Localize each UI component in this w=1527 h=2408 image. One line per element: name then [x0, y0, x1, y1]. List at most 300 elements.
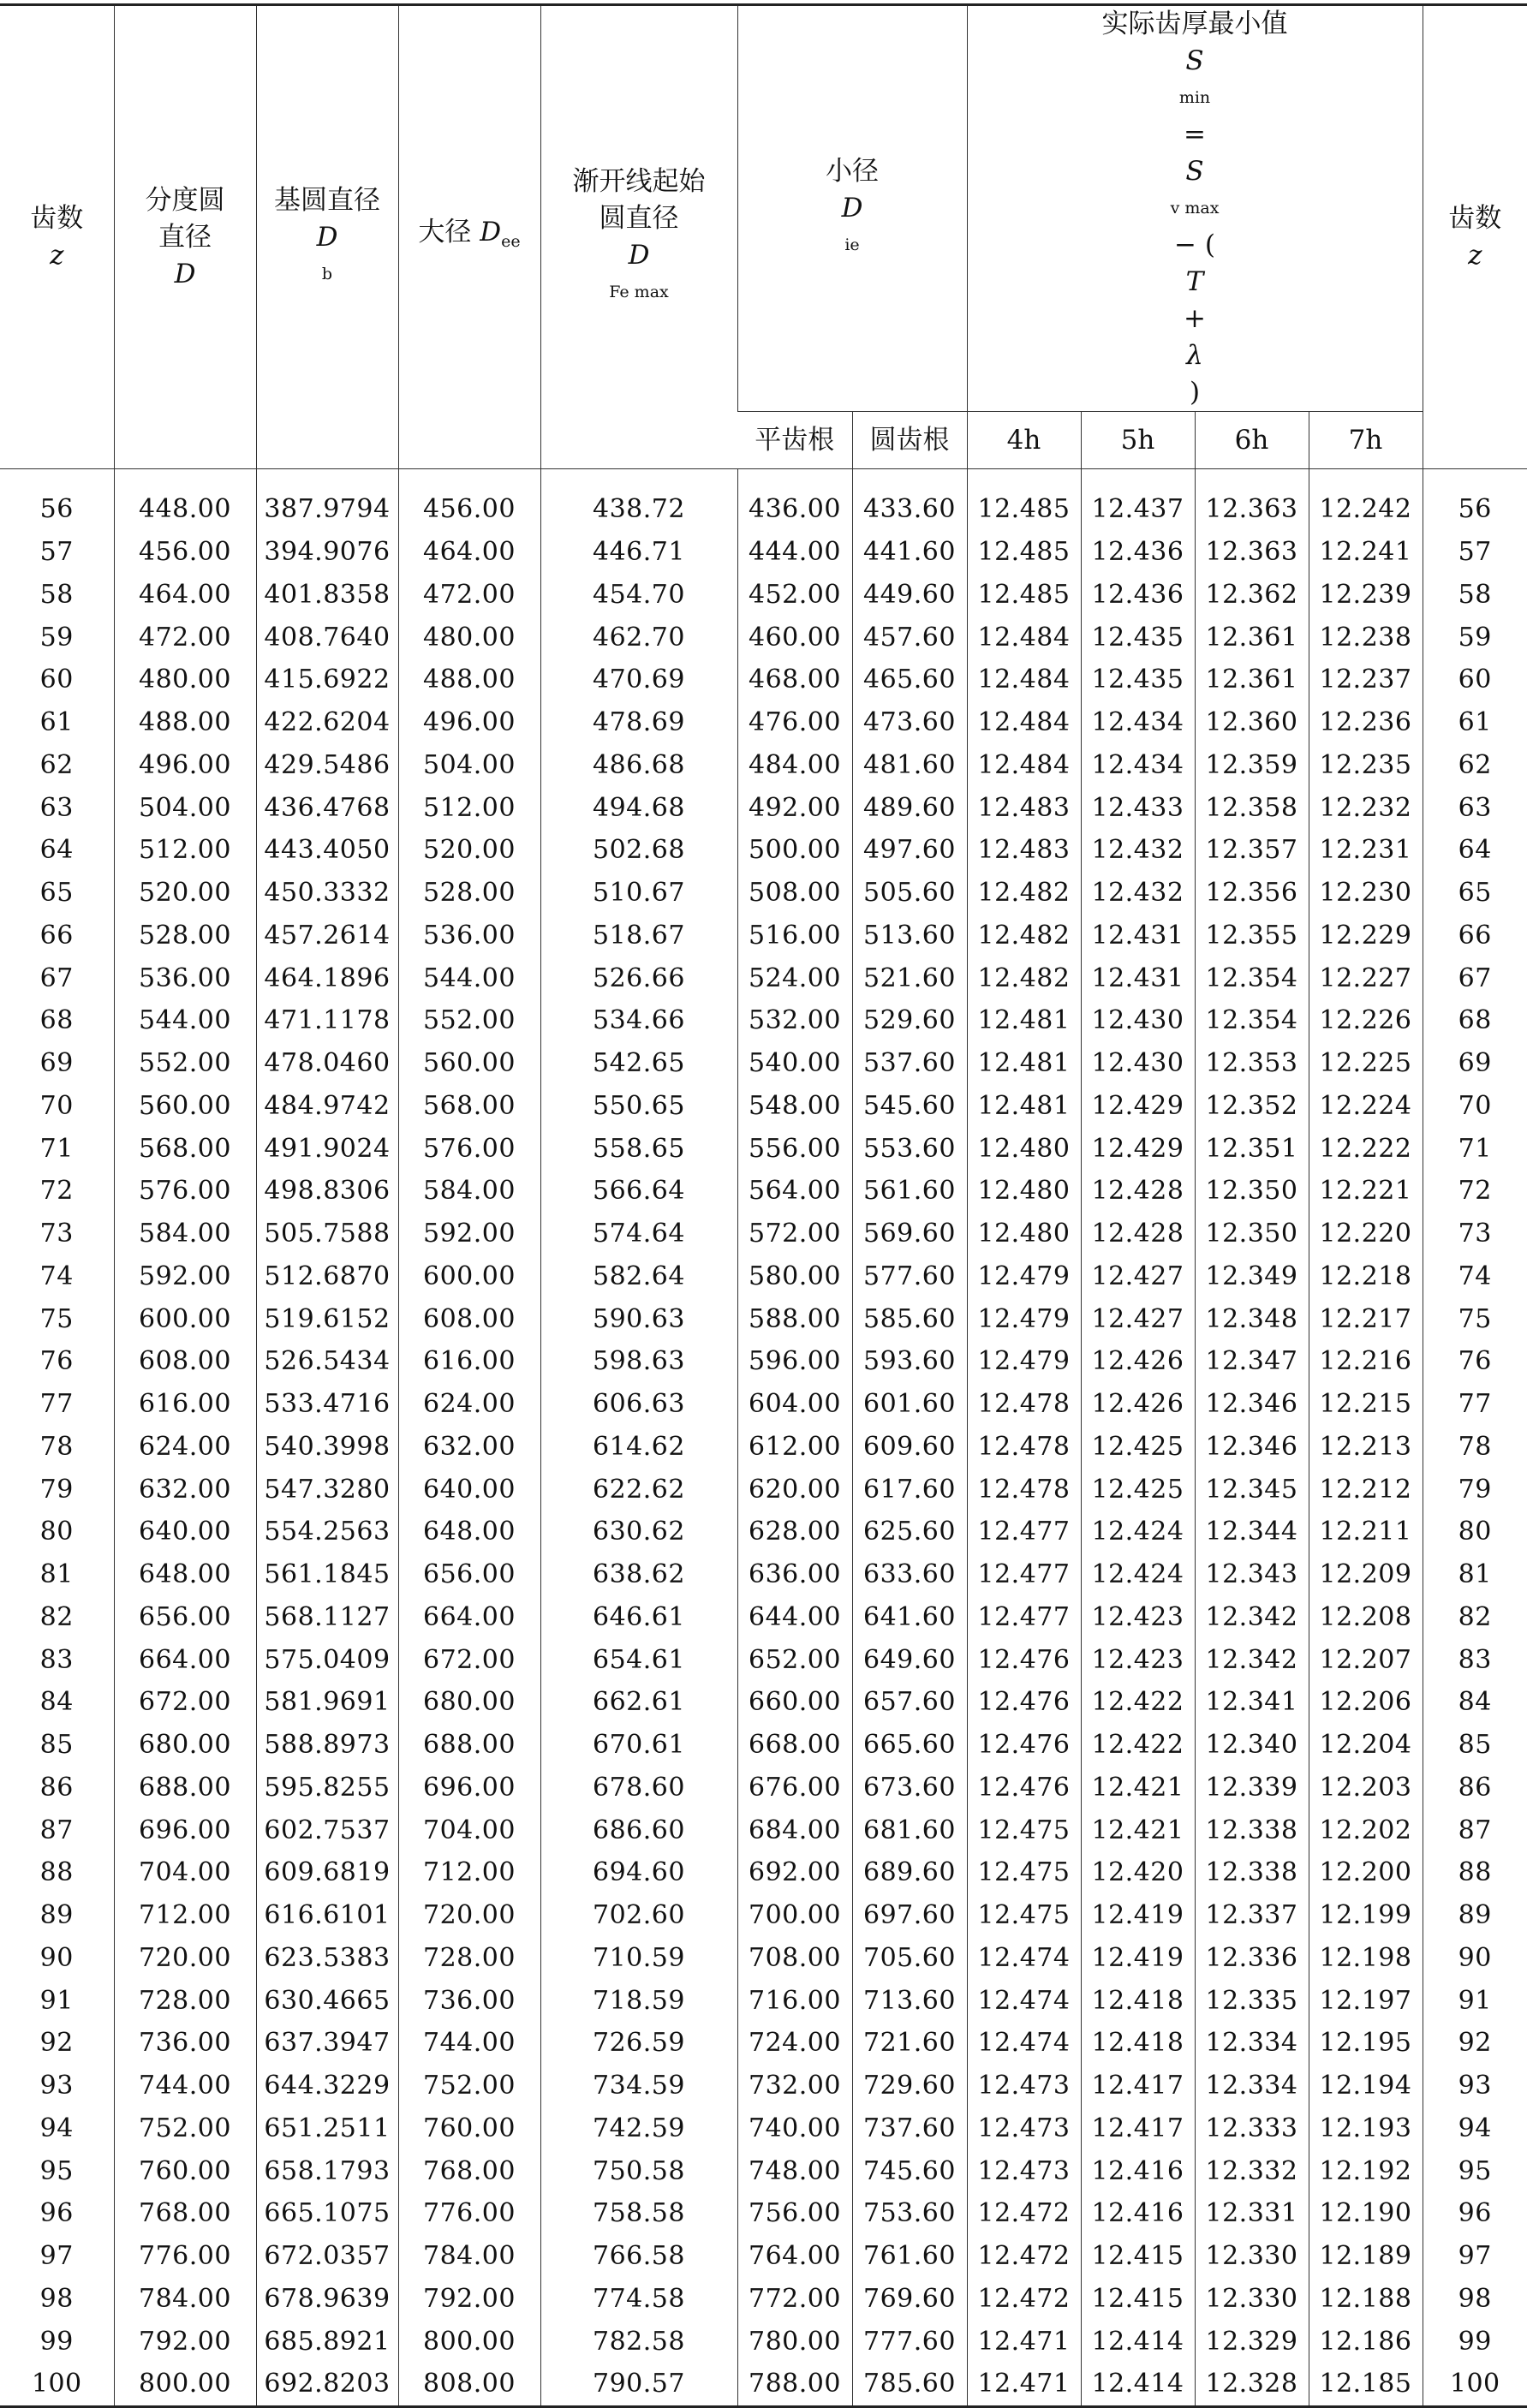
- table-row: [0, 1979, 1527, 2022]
- cell-major-diameter: 560.00: [398, 1042, 540, 1085]
- header-class-7h: 7h: [1309, 412, 1423, 469]
- cell-teeth-right: 68: [1423, 999, 1527, 1042]
- cell-minor-fillet-root: 513.60: [852, 915, 967, 957]
- cell-teeth-right: 71: [1423, 1127, 1527, 1170]
- cell-teeth-right: 58: [1423, 574, 1527, 617]
- cell-minor-flat-root: 588.00: [737, 1297, 852, 1340]
- cell-thickness-6h: 12.330: [1195, 2278, 1309, 2321]
- cell-thickness-4h: 12.472: [967, 2278, 1081, 2321]
- cell-thickness-7h: 12.189: [1309, 2235, 1423, 2278]
- cell-minor-fillet-root: 785.60: [852, 2363, 967, 2406]
- cell-minor-fillet-root: 609.60: [852, 1426, 967, 1469]
- cell-thickness-7h: 12.235: [1309, 744, 1423, 787]
- cell-thickness-7h: 12.239: [1309, 574, 1423, 617]
- cell-teeth-right: 100: [1423, 2363, 1527, 2406]
- cell-teeth-right: 63: [1423, 786, 1527, 829]
- table-row: [0, 2363, 1527, 2406]
- cell-major-diameter: 768.00: [398, 2149, 540, 2192]
- header-min-tooth-thickness-label: 实际齿厚最小值: [968, 6, 1423, 43]
- cell-base-diameter: 394.9076: [256, 531, 398, 574]
- cell-teeth-right: 90: [1423, 1937, 1527, 1980]
- cell-teeth: 90: [0, 1937, 114, 1980]
- formula-s-vmax-sub: v max: [968, 190, 1423, 227]
- header-teeth-symbol: z: [0, 237, 114, 274]
- cell-teeth: 92: [0, 2022, 114, 2065]
- cell-thickness-5h: 12.433: [1081, 786, 1195, 829]
- cell-pitch-diameter: 600.00: [114, 1297, 256, 1340]
- cell-thickness-4h: 12.485: [967, 488, 1081, 531]
- cell-major-diameter: 696.00: [398, 1767, 540, 1809]
- cell-minor-fillet-root: 737.60: [852, 2107, 967, 2150]
- cell-thickness-5h: 12.431: [1081, 957, 1195, 999]
- cell-major-diameter: 472.00: [398, 574, 540, 617]
- cell-teeth: 63: [0, 786, 114, 829]
- header-min-tooth-thickness: [967, 5, 1423, 412]
- table-header: [0, 5, 1527, 469]
- cell-minor-flat-root: 516.00: [737, 915, 852, 957]
- cell-minor-fillet-root: 521.60: [852, 957, 967, 999]
- cell-thickness-4h: 12.480: [967, 1170, 1081, 1213]
- cell-thickness-7h: 12.238: [1309, 616, 1423, 659]
- cell-thickness-4h: 12.480: [967, 1127, 1081, 1170]
- cell-thickness-7h: 12.242: [1309, 488, 1423, 531]
- formula-s-min: S: [968, 43, 1423, 80]
- cell-thickness-4h: 12.480: [967, 1213, 1081, 1255]
- cell-teeth-right: 69: [1423, 1042, 1527, 1085]
- cell-minor-fillet-root: 561.60: [852, 1170, 967, 1213]
- cell-thickness-7h: 12.237: [1309, 659, 1423, 701]
- cell-teeth: 99: [0, 2320, 114, 2363]
- cell-pitch-diameter: 520.00: [114, 872, 256, 915]
- cell-minor-fillet-root: 745.60: [852, 2149, 967, 2192]
- cell-teeth: 97: [0, 2235, 114, 2278]
- cell-thickness-6h: 12.350: [1195, 1213, 1309, 1255]
- cell-form-diameter: 710.59: [540, 1937, 737, 1980]
- cell-minor-flat-root: 444.00: [737, 531, 852, 574]
- table-row: [0, 1553, 1527, 1596]
- cell-base-diameter: 644.3229: [256, 2065, 398, 2107]
- header-form-diameter-line1: 渐开线起始: [541, 164, 737, 200]
- cell-teeth: 66: [0, 915, 114, 957]
- cell-base-diameter: 623.5383: [256, 1937, 398, 1980]
- cell-thickness-5h: 12.429: [1081, 1127, 1195, 1170]
- cell-thickness-4h: 12.471: [967, 2320, 1081, 2363]
- cell-pitch-diameter: 664.00: [114, 1638, 256, 1681]
- cell-thickness-5h: 12.426: [1081, 1383, 1195, 1426]
- cell-thickness-5h: 12.422: [1081, 1724, 1195, 1767]
- cell-pitch-diameter: 672.00: [114, 1681, 256, 1724]
- cell-form-diameter: 502.68: [540, 829, 737, 872]
- cell-thickness-6h: 12.358: [1195, 786, 1309, 829]
- cell-major-diameter: 456.00: [398, 488, 540, 531]
- cell-major-diameter: 736.00: [398, 1979, 540, 2022]
- cell-minor-fillet-root: 753.60: [852, 2192, 967, 2235]
- cell-minor-fillet-root: 641.60: [852, 1596, 967, 1639]
- cell-minor-flat-root: 732.00: [737, 2065, 852, 2107]
- cell-major-diameter: 568.00: [398, 1085, 540, 1128]
- cell-thickness-4h: 12.473: [967, 2107, 1081, 2150]
- cell-form-diameter: 678.60: [540, 1767, 737, 1809]
- cell-teeth-right: 59: [1423, 616, 1527, 659]
- table-row: [0, 1170, 1527, 1213]
- cell-thickness-6h: 12.333: [1195, 2107, 1309, 2150]
- cell-base-diameter: 422.6204: [256, 701, 398, 744]
- cell-thickness-6h: 12.340: [1195, 1724, 1309, 1767]
- header-pitch-diameter-symbol: D: [115, 256, 256, 293]
- cell-thickness-6h: 12.354: [1195, 999, 1309, 1042]
- cell-thickness-7h: 12.200: [1309, 1851, 1423, 1894]
- cell-pitch-diameter: 488.00: [114, 701, 256, 744]
- table-row: [0, 1297, 1527, 1340]
- cell-thickness-6h: 12.332: [1195, 2149, 1309, 2192]
- cell-minor-fillet-root: 537.60: [852, 1042, 967, 1085]
- cell-thickness-7h: 12.222: [1309, 1127, 1423, 1170]
- cell-base-diameter: 678.9639: [256, 2278, 398, 2321]
- table-row: [0, 2192, 1527, 2235]
- cell-minor-flat-root: 620.00: [737, 1468, 852, 1511]
- formula-close: ): [968, 374, 1423, 411]
- cell-major-diameter: 752.00: [398, 2065, 540, 2107]
- cell-teeth-right: 56: [1423, 488, 1527, 531]
- cell-teeth: 65: [0, 872, 114, 915]
- cell-minor-fillet-root: 577.60: [852, 1255, 967, 1298]
- table-row: [0, 701, 1527, 744]
- cell-major-diameter: 656.00: [398, 1553, 540, 1596]
- cell-minor-flat-root: 436.00: [737, 488, 852, 531]
- cell-teeth: 78: [0, 1426, 114, 1469]
- cell-thickness-6h: 12.336: [1195, 1937, 1309, 1980]
- cell-pitch-diameter: 632.00: [114, 1468, 256, 1511]
- cell-thickness-6h: 12.360: [1195, 701, 1309, 744]
- cell-teeth: 81: [0, 1553, 114, 1596]
- cell-major-diameter: 792.00: [398, 2278, 540, 2321]
- header-base-diameter-symbol: D: [257, 219, 398, 256]
- cell-thickness-7h: 12.197: [1309, 1979, 1423, 2022]
- table-row: [0, 1724, 1527, 1767]
- formula-plus: +: [968, 301, 1423, 337]
- cell-thickness-7h: 12.209: [1309, 1553, 1423, 1596]
- cell-thickness-4h: 12.484: [967, 701, 1081, 744]
- spline-dimension-table: [0, 3, 1527, 2408]
- table-row: [0, 1596, 1527, 1639]
- cell-base-diameter: 692.8203: [256, 2363, 398, 2406]
- header-teeth-label: 齿数: [0, 200, 114, 237]
- cell-thickness-6h: 12.352: [1195, 1085, 1309, 1128]
- header-minor-diameter-label: 小径: [738, 153, 967, 190]
- cell-minor-fillet-root: 593.60: [852, 1340, 967, 1383]
- cell-minor-flat-root: 644.00: [737, 1596, 852, 1639]
- formula-T: T: [968, 264, 1423, 301]
- cell-pitch-diameter: 640.00: [114, 1511, 256, 1553]
- cell-teeth: 69: [0, 1042, 114, 1085]
- cell-teeth-right: 74: [1423, 1255, 1527, 1298]
- cell-thickness-5h: 12.429: [1081, 1085, 1195, 1128]
- table-row: [0, 786, 1527, 829]
- cell-thickness-7h: 12.208: [1309, 1596, 1423, 1639]
- cell-minor-flat-root: 740.00: [737, 2107, 852, 2150]
- cell-thickness-7h: 12.192: [1309, 2149, 1423, 2192]
- cell-teeth: 61: [0, 701, 114, 744]
- cell-thickness-5h: 12.432: [1081, 872, 1195, 915]
- table-row: [0, 2320, 1527, 2363]
- cell-pitch-diameter: 680.00: [114, 1724, 256, 1767]
- table-row: [0, 744, 1527, 787]
- cell-thickness-5h: 12.417: [1081, 2107, 1195, 2150]
- cell-form-diameter: 478.69: [540, 701, 737, 744]
- cell-form-diameter: 758.58: [540, 2192, 737, 2235]
- cell-teeth: 58: [0, 574, 114, 617]
- cell-thickness-6h: 12.353: [1195, 1042, 1309, 1085]
- cell-thickness-4h: 12.475: [967, 1809, 1081, 1851]
- cell-thickness-5h: 12.415: [1081, 2235, 1195, 2278]
- cell-major-diameter: 800.00: [398, 2320, 540, 2363]
- cell-teeth: 100: [0, 2363, 114, 2406]
- cell-form-diameter: 782.58: [540, 2320, 737, 2363]
- cell-form-diameter: 486.68: [540, 744, 737, 787]
- cell-thickness-7h: 12.199: [1309, 1894, 1423, 1937]
- cell-major-diameter: 680.00: [398, 1681, 540, 1724]
- cell-thickness-5h: 12.434: [1081, 701, 1195, 744]
- cell-pitch-diameter: 472.00: [114, 616, 256, 659]
- cell-teeth: 74: [0, 1255, 114, 1298]
- cell-minor-fillet-root: 777.60: [852, 2320, 967, 2363]
- cell-teeth: 59: [0, 616, 114, 659]
- table-body: [0, 469, 1527, 2407]
- header-major-diameter-symbol: D: [480, 217, 501, 247]
- cell-base-diameter: 595.8255: [256, 1767, 398, 1809]
- cell-thickness-5h: 12.432: [1081, 829, 1195, 872]
- cell-teeth-right: 96: [1423, 2192, 1527, 2235]
- cell-teeth-right: 78: [1423, 1426, 1527, 1469]
- formula-lambda: λ: [968, 337, 1423, 374]
- header-teeth-right-symbol: z: [1423, 237, 1527, 274]
- cell-form-diameter: 542.65: [540, 1042, 737, 1085]
- cell-base-diameter: 651.2511: [256, 2107, 398, 2150]
- cell-thickness-6h: 12.346: [1195, 1383, 1309, 1426]
- cell-form-diameter: 734.59: [540, 2065, 737, 2107]
- cell-teeth-right: 79: [1423, 1468, 1527, 1511]
- table-row: [0, 1255, 1527, 1298]
- cell-form-diameter: 662.61: [540, 1681, 737, 1724]
- header-flat-root: 平齿根: [737, 412, 852, 469]
- cell-minor-flat-root: 684.00: [737, 1809, 852, 1851]
- cell-thickness-6h: 12.349: [1195, 1255, 1309, 1298]
- cell-thickness-4h: 12.479: [967, 1340, 1081, 1383]
- cell-form-diameter: 694.60: [540, 1851, 737, 1894]
- cell-teeth-right: 98: [1423, 2278, 1527, 2321]
- cell-thickness-6h: 12.342: [1195, 1596, 1309, 1639]
- cell-base-diameter: 401.8358: [256, 574, 398, 617]
- cell-thickness-5h: 12.420: [1081, 1851, 1195, 1894]
- table-row: [0, 1383, 1527, 1426]
- cell-major-diameter: 496.00: [398, 701, 540, 744]
- cell-thickness-6h: 12.346: [1195, 1426, 1309, 1469]
- header-form-diameter-sub: Fe max: [541, 274, 737, 311]
- cell-base-diameter: 533.4716: [256, 1383, 398, 1426]
- cell-pitch-diameter: 576.00: [114, 1170, 256, 1213]
- cell-minor-flat-root: 724.00: [737, 2022, 852, 2065]
- table-row: [0, 659, 1527, 701]
- table-row: [0, 957, 1527, 999]
- table-row: [0, 2278, 1527, 2321]
- cell-thickness-6h: 12.350: [1195, 1170, 1309, 1213]
- table-row: [0, 915, 1527, 957]
- cell-base-diameter: 526.5434: [256, 1340, 398, 1383]
- cell-major-diameter: 504.00: [398, 744, 540, 787]
- cell-teeth: 83: [0, 1638, 114, 1681]
- table-row: [0, 1767, 1527, 1809]
- table-row: [0, 1809, 1527, 1851]
- cell-thickness-5h: 12.428: [1081, 1213, 1195, 1255]
- cell-pitch-diameter: 624.00: [114, 1426, 256, 1469]
- table-row: [0, 1468, 1527, 1511]
- cell-major-diameter: 576.00: [398, 1127, 540, 1170]
- cell-base-diameter: 588.8973: [256, 1724, 398, 1767]
- cell-minor-fillet-root: 505.60: [852, 872, 967, 915]
- cell-thickness-7h: 12.202: [1309, 1809, 1423, 1851]
- cell-thickness-4h: 12.483: [967, 829, 1081, 872]
- cell-pitch-diameter: 552.00: [114, 1042, 256, 1085]
- header-min-tooth-thickness-formula: [968, 43, 1423, 411]
- cell-thickness-6h: 12.338: [1195, 1809, 1309, 1851]
- cell-thickness-5h: 12.423: [1081, 1596, 1195, 1639]
- cell-minor-fillet-root: 633.60: [852, 1553, 967, 1596]
- cell-major-diameter: 464.00: [398, 531, 540, 574]
- cell-form-diameter: 598.63: [540, 1340, 737, 1383]
- cell-pitch-diameter: 608.00: [114, 1340, 256, 1383]
- formula-s-min-sub: min: [968, 80, 1423, 116]
- cell-pitch-diameter: 560.00: [114, 1085, 256, 1128]
- cell-thickness-7h: 12.229: [1309, 915, 1423, 957]
- table-row: [0, 574, 1527, 617]
- cell-thickness-5h: 12.426: [1081, 1340, 1195, 1383]
- table-row: [0, 1894, 1527, 1937]
- cell-base-diameter: 554.2563: [256, 1511, 398, 1553]
- cell-minor-fillet-root: 553.60: [852, 1127, 967, 1170]
- cell-form-diameter: 510.67: [540, 872, 737, 915]
- cell-major-diameter: 480.00: [398, 616, 540, 659]
- cell-pitch-diameter: 720.00: [114, 1937, 256, 1980]
- cell-thickness-7h: 12.241: [1309, 531, 1423, 574]
- cell-thickness-6h: 12.359: [1195, 744, 1309, 787]
- cell-thickness-4h: 12.472: [967, 2235, 1081, 2278]
- cell-form-diameter: 774.58: [540, 2278, 737, 2321]
- cell-minor-fillet-root: 489.60: [852, 786, 967, 829]
- cell-minor-flat-root: 612.00: [737, 1426, 852, 1469]
- cell-major-diameter: 632.00: [398, 1426, 540, 1469]
- cell-thickness-5h: 12.416: [1081, 2192, 1195, 2235]
- cell-thickness-6h: 12.363: [1195, 488, 1309, 531]
- cell-form-diameter: 470.69: [540, 659, 737, 701]
- header-fillet-root: 圆齿根: [852, 412, 967, 469]
- cell-thickness-5h: 12.416: [1081, 2149, 1195, 2192]
- cell-pitch-diameter: 584.00: [114, 1213, 256, 1255]
- cell-thickness-6h: 12.331: [1195, 2192, 1309, 2235]
- cell-pitch-diameter: 592.00: [114, 1255, 256, 1298]
- cell-thickness-4h: 12.475: [967, 1851, 1081, 1894]
- cell-minor-fillet-root: 449.60: [852, 574, 967, 617]
- cell-teeth-right: 89: [1423, 1894, 1527, 1937]
- cell-thickness-7h: 12.213: [1309, 1426, 1423, 1469]
- cell-thickness-6h: 12.337: [1195, 1894, 1309, 1937]
- cell-thickness-4h: 12.476: [967, 1724, 1081, 1767]
- cell-thickness-4h: 12.476: [967, 1767, 1081, 1809]
- cell-teeth-right: 94: [1423, 2107, 1527, 2150]
- cell-minor-flat-root: 748.00: [737, 2149, 852, 2192]
- cell-minor-flat-root: 676.00: [737, 1767, 852, 1809]
- cell-minor-fillet-root: 569.60: [852, 1213, 967, 1255]
- cell-minor-fillet-root: 457.60: [852, 616, 967, 659]
- header-teeth-right: [1423, 5, 1527, 469]
- header-form-diameter: [540, 5, 737, 469]
- header-class-4h: 4h: [967, 412, 1081, 469]
- cell-form-diameter: 638.62: [540, 1553, 737, 1596]
- cell-thickness-7h: 12.225: [1309, 1042, 1423, 1085]
- cell-pitch-diameter: 784.00: [114, 2278, 256, 2321]
- cell-base-diameter: 575.0409: [256, 1638, 398, 1681]
- cell-thickness-7h: 12.216: [1309, 1340, 1423, 1383]
- cell-pitch-diameter: 568.00: [114, 1127, 256, 1170]
- cell-minor-fillet-root: 697.60: [852, 1894, 967, 1937]
- cell-thickness-4h: 12.482: [967, 872, 1081, 915]
- table-row: [0, 2149, 1527, 2192]
- cell-thickness-7h: 12.215: [1309, 1383, 1423, 1426]
- cell-thickness-6h: 12.361: [1195, 659, 1309, 701]
- header-major-diameter-sub: ee: [501, 232, 521, 251]
- cell-minor-fillet-root: 481.60: [852, 744, 967, 787]
- cell-teeth: 82: [0, 1596, 114, 1639]
- cell-form-diameter: 622.62: [540, 1468, 737, 1511]
- cell-teeth: 80: [0, 1511, 114, 1553]
- cell-thickness-4h: 12.473: [967, 2149, 1081, 2192]
- cell-base-diameter: 478.0460: [256, 1042, 398, 1085]
- cell-thickness-6h: 12.328: [1195, 2363, 1309, 2406]
- cell-thickness-6h: 12.338: [1195, 1851, 1309, 1894]
- cell-thickness-5h: 12.434: [1081, 744, 1195, 787]
- cell-form-diameter: 742.59: [540, 2107, 737, 2150]
- cell-base-diameter: 602.7537: [256, 1809, 398, 1851]
- cell-minor-flat-root: 668.00: [737, 1724, 852, 1767]
- cell-thickness-4h: 12.474: [967, 1979, 1081, 2022]
- cell-minor-flat-root: 556.00: [737, 1127, 852, 1170]
- cell-minor-flat-root: 756.00: [737, 2192, 852, 2235]
- cell-thickness-6h: 12.355: [1195, 915, 1309, 957]
- cell-base-diameter: 630.4665: [256, 1979, 398, 2022]
- cell-thickness-5h: 12.414: [1081, 2363, 1195, 2406]
- cell-teeth-right: 76: [1423, 1340, 1527, 1383]
- cell-thickness-4h: 12.481: [967, 1085, 1081, 1128]
- cell-base-diameter: 568.1127: [256, 1596, 398, 1639]
- cell-form-diameter: 534.66: [540, 999, 737, 1042]
- cell-minor-flat-root: 716.00: [737, 1979, 852, 2022]
- cell-major-diameter: 536.00: [398, 915, 540, 957]
- cell-teeth: 94: [0, 2107, 114, 2150]
- cell-thickness-7h: 12.236: [1309, 701, 1423, 744]
- table-row: [0, 2065, 1527, 2107]
- cell-form-diameter: 630.62: [540, 1511, 737, 1553]
- cell-teeth: 96: [0, 2192, 114, 2235]
- cell-thickness-4h: 12.478: [967, 1468, 1081, 1511]
- cell-major-diameter: 648.00: [398, 1511, 540, 1553]
- cell-pitch-diameter: 696.00: [114, 1809, 256, 1851]
- table-row: [0, 1851, 1527, 1894]
- cell-teeth-right: 81: [1423, 1553, 1527, 1596]
- cell-pitch-diameter: 760.00: [114, 2149, 256, 2192]
- cell-minor-fillet-root: 769.60: [852, 2278, 967, 2321]
- header-pitch-diameter: [114, 5, 256, 469]
- cell-thickness-4h: 12.474: [967, 1937, 1081, 1980]
- cell-base-diameter: 561.1845: [256, 1553, 398, 1596]
